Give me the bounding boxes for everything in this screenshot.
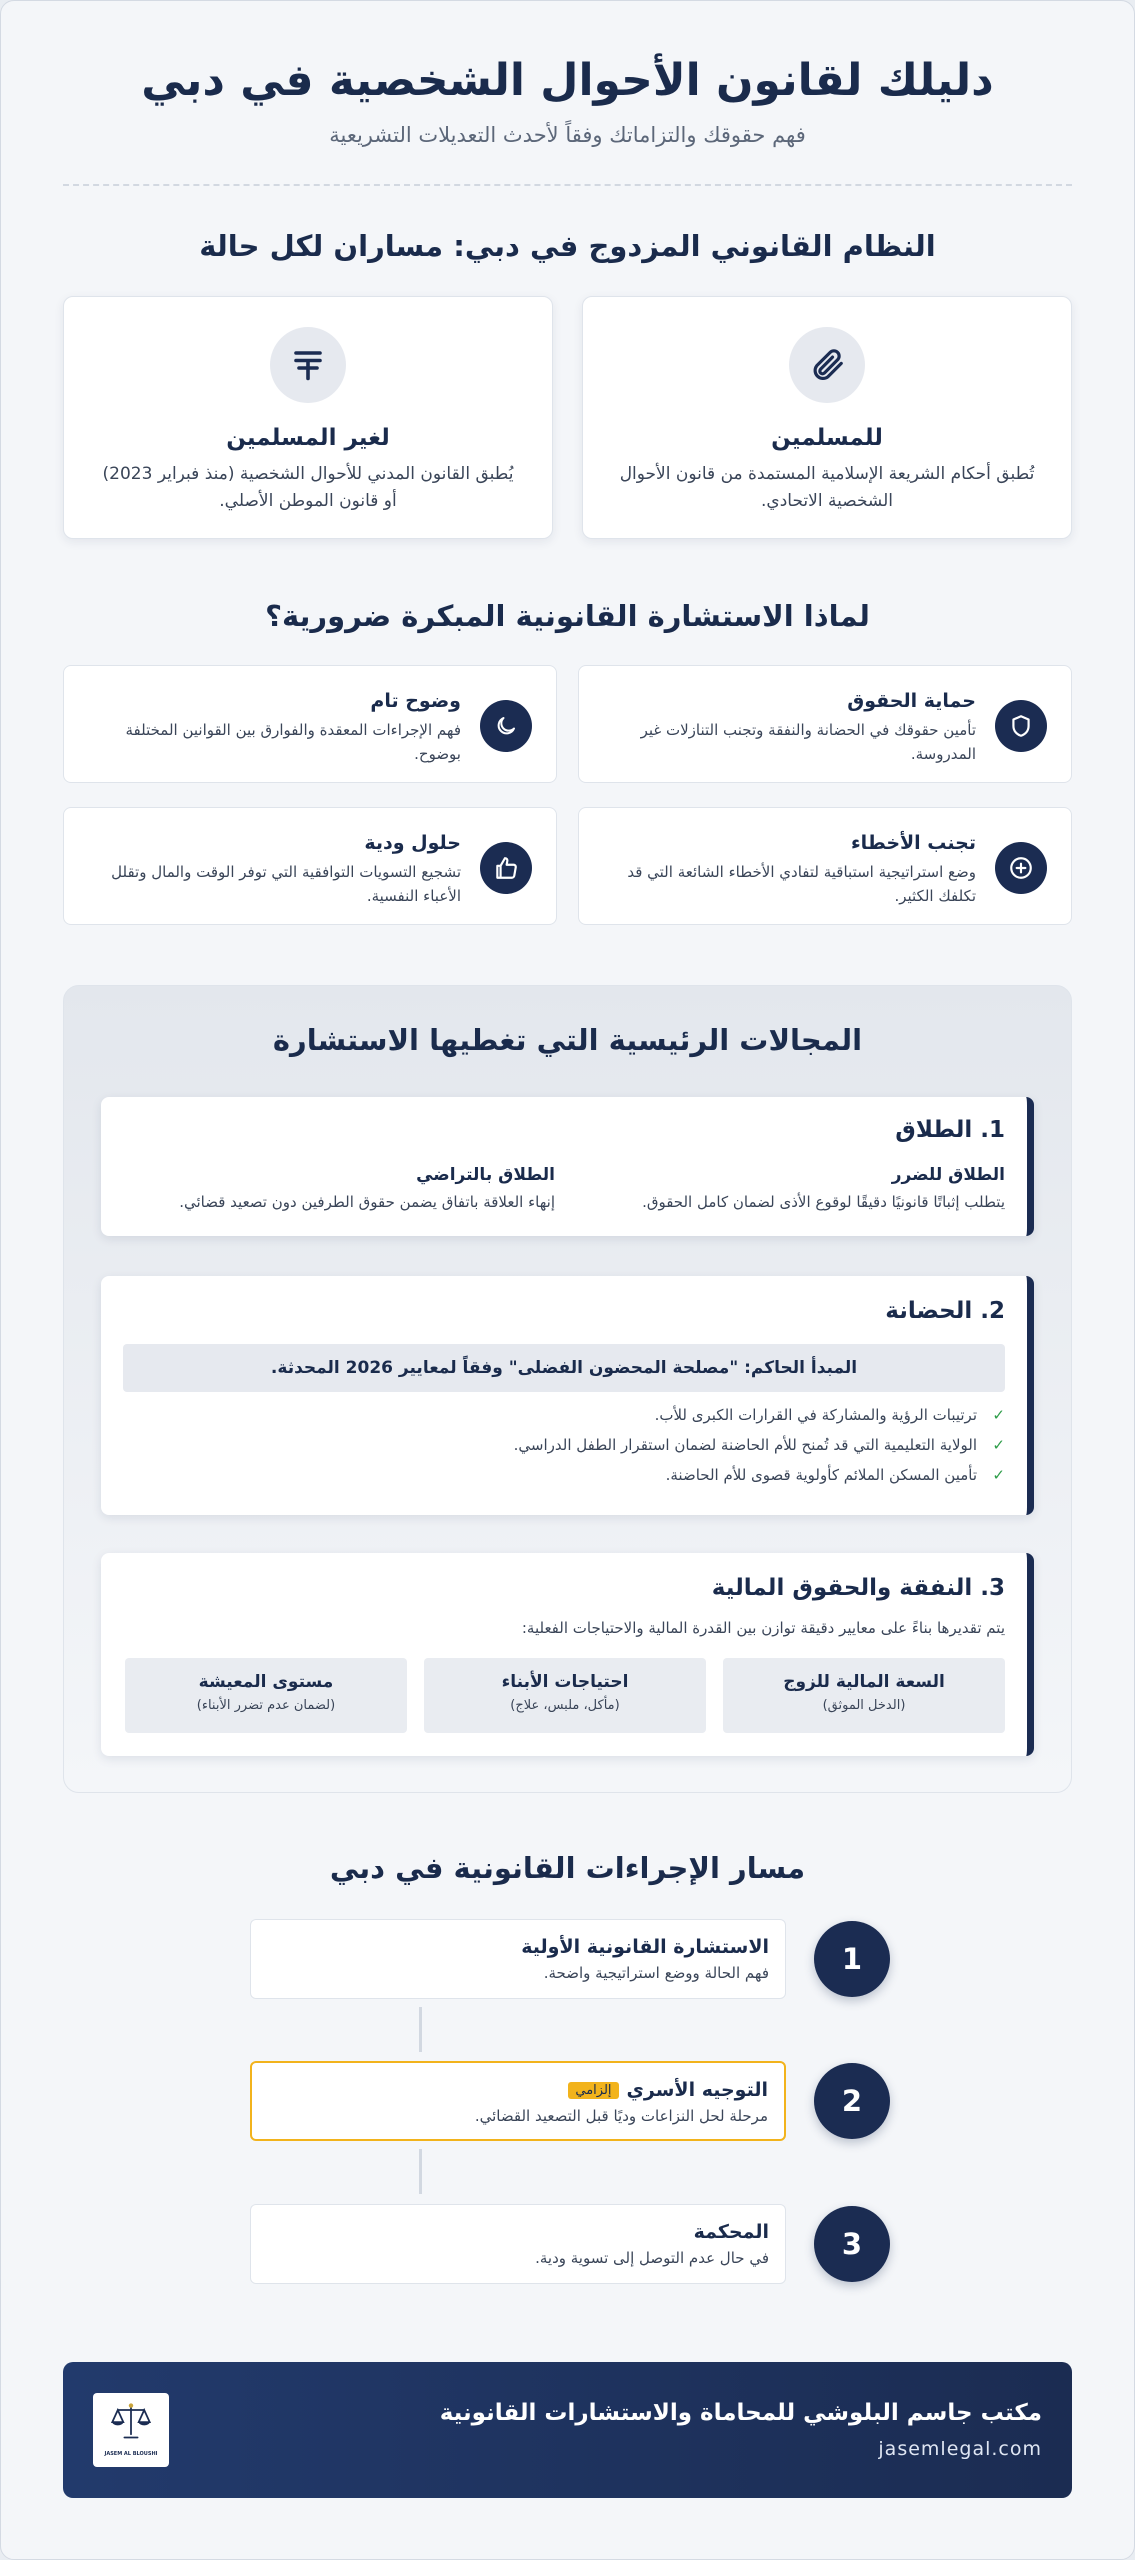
system-card-muslims (582, 296, 1072, 539)
why-card-title: حلول ودية (364, 832, 461, 854)
why-card-amicable (63, 807, 557, 925)
page-subtitle: فهم حقوقك والتزاماتك وفقاً لأحدث التعديلات التشريعية (329, 123, 806, 147)
process-step (63, 2204, 1072, 2284)
alimony-intro: يتم تقديرها بناءً على معايير دقيقة توازن بين القدرة المالية والاحتياجات الفعلية: (521, 1619, 1005, 1637)
process-section-title: مسار الإجراءات القانونية في دبي (329, 1851, 806, 1885)
firm-logo (93, 2393, 169, 2467)
firm-website-link[interactable]: jasemlegal.com (878, 2438, 1042, 2460)
step-number: 1 (814, 1921, 890, 1997)
step-title: التوجيه الأسريإلزامي (568, 2079, 768, 2101)
step-text: فهم الحالة ووضع استراتيجية واضحة. (543, 1964, 769, 1982)
step-box (250, 2061, 786, 2141)
alimony-criterion: احتياجات الأبناء (مأكل، ملبس، علاج) (424, 1658, 706, 1733)
area-title: 2. الحضانة (885, 1298, 1005, 1324)
process-step (63, 1919, 1072, 1999)
thumbs-up-icon (480, 842, 532, 894)
moon-icon (480, 700, 532, 752)
step-title: الاستشارة القانونية الأولية (521, 1936, 769, 1958)
system-card-title: لغير المسلمين (226, 425, 390, 451)
shield-icon (995, 700, 1047, 752)
system-card-text: تُطبق أحكام الشريعة الإسلامية المستمدة من قانون الأحوال الشخصية الاتحادي. (619, 464, 1035, 511)
step-title: المحكمة (693, 2221, 769, 2243)
custody-point: ✓الولاية التعليمية التي قد تُمنح للأم الحاضنة لضمان استقرار الطفل الدراسي. (513, 1436, 1005, 1454)
why-card-title: حماية الحقوق (847, 690, 976, 712)
why-card-title: وضوح تام (370, 690, 461, 712)
firm-name: مكتب جاسم البلوشي للمحاماة والاستشارات القانونية (439, 2400, 1042, 2426)
system-card-text: يُطبق القانون المدني للأحوال الشخصية (منذ فبراير 2023) أو قانون الموطن الأصلي. (102, 464, 514, 511)
check-icon: ✓ (992, 1436, 1005, 1454)
system-card-title: للمسلمين (771, 425, 883, 451)
why-card-clarity (63, 665, 557, 783)
area-card-divorce (101, 1097, 1034, 1236)
divorce-type-text: يتطلب إثباتًا قانونيًا دقيقًا لوقوع الأذى لضمان كامل الحقوق. (642, 1193, 1005, 1211)
areas-section-title: المجالات الرئيسية التي تغطيها الاستشارة (272, 1023, 863, 1057)
plus-circle-icon (995, 842, 1047, 894)
system-section-title: النظام القانوني المزدوج في دبي: مساران لكل حالة (199, 229, 936, 263)
system-card-non-muslims (63, 296, 553, 539)
custody-point: ✓ترتيبات الرؤية والمشاركة في القرارات الكبرى للأب. (654, 1406, 1005, 1424)
dirham-icon (270, 327, 346, 403)
check-icon: ✓ (992, 1466, 1005, 1484)
step-number: 2 (814, 2063, 890, 2139)
step-box (250, 2204, 786, 2284)
why-card-text: تأمين حقوقك في الحضانة والنفقة وتجنب التنازلات غير المدروسة. (640, 721, 976, 763)
logo-text: JASEM AL BLOUSHI (104, 2451, 158, 2457)
why-section-title: لماذا الاستشارة القانونية المبكرة ضرورية؟ (265, 599, 870, 633)
step-text: في حال عدم التوصل إلى تسوية ودية. (535, 2249, 769, 2267)
custody-point: ✓تأمين المسكن الملائم كأولوية قصوى للأم الحاضنة. (665, 1466, 1005, 1484)
area-card-custody (101, 1276, 1034, 1515)
area-card-alimony (101, 1553, 1034, 1756)
step-connector (419, 2007, 422, 2052)
step-number: 3 (814, 2206, 890, 2282)
why-card-text: فهم الإجراءات المعقدة والفوارق بين القوانين المختلفة بوضوح. (125, 721, 461, 763)
area-title: 1. الطلاق (895, 1117, 1005, 1143)
step-text: مرحلة لحل النزاعات وديًا قبل التصعيد القضائي. (474, 2107, 768, 2125)
divorce-type-title: الطلاق بالتراضي (416, 1165, 555, 1185)
why-card-protection (578, 665, 1072, 783)
areas-panel (63, 985, 1072, 1793)
paperclip-icon (789, 327, 865, 403)
page-title: دليلك لقانون الأحوال الشخصية في دبي (141, 55, 994, 106)
check-icon: ✓ (992, 1406, 1005, 1424)
step-connector (419, 2149, 422, 2194)
custody-principle-banner: المبدأ الحاكم: "مصلحة المحضون الفضلى" وفقاً لمعايير 2026 المحدثة. (123, 1344, 1005, 1392)
mandatory-badge: إلزامي (568, 2082, 618, 2099)
why-card-text: وضع استراتيجية استباقية لتفادي الأخطاء الشائعة التي قد تكلفك الكثير. (627, 863, 976, 905)
step-box (250, 1919, 786, 1999)
why-card-text: تشجيع التسويات التوافقية التي توفر الوقت والمال وتقلل الأعباء النفسية. (111, 863, 461, 905)
why-card-avoid-mistakes (578, 807, 1072, 925)
alimony-criterion: مستوى المعيشة (لضمان عدم تضرر الأبناء) (125, 1658, 407, 1733)
alimony-criterion: السعة المالية للزوج (الدخل الموثق) (723, 1658, 1005, 1733)
divorce-type-text: إنهاء العلاقة باتفاق يضمن حقوق الطرفين دون تصعيد قضائي. (179, 1193, 555, 1211)
footer (63, 2362, 1072, 2498)
scales-icon (109, 2399, 153, 2443)
divorce-type-title: الطلاق للضرر (891, 1165, 1005, 1185)
process-step (63, 2061, 1072, 2141)
area-title: 3. النفقة والحقوق المالية (711, 1575, 1005, 1601)
header-divider (63, 184, 1072, 186)
why-card-title: تجنب الأخطاء (850, 832, 976, 854)
